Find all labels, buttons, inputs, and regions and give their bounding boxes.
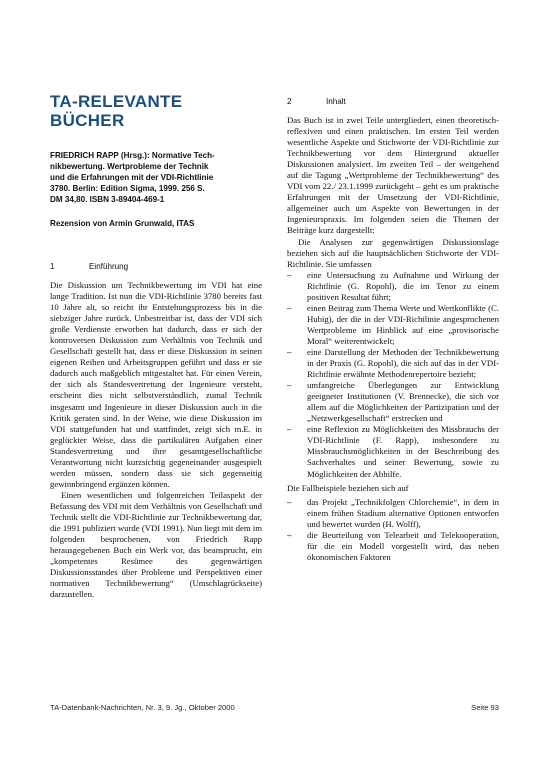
list-item: – die Beurteilung von Telearbeit und Telekooperation, für die ein Modell vorgestellt wird, das neben ökonomischen Faktoren [287,530,499,563]
list-item: – eine Darstellung der Methoden der Technikbewertung in der Praxis (G. Ropohl), die sich auf das in der VDI-Richtlinie erwähnte Methodenrepertoire bezieht; [287,347,499,380]
book-reference-line: nikbewertung. Wertprobleme der Technik [50,162,209,171]
body-paragraph: Das Buch ist in zwei Teile untergliedert, einen theoretisch-reflexiven und einen praktischen. Im ersten Teil werden wesentliche Aspekte und Stichworte der VDI-Richtlinie zur Technikbewertung vor dem Hintergrund aktueller Diskussionen analysiert. Im zweiten Teil – der weitgehend auf die Tagung „Wertprobleme der Technikbewertung“ des VDI vom 22./ 23.1.1999 zurückgeht – geht es um praktische Erfahrungen mit der Umsetzung der VDI-Richtlinie, allgemeiner auch um Aspekte von Bewertungen in der Ingenieurspraxis. Im folgenden seien die Themen der Beiträge kurz dargestellt: [287,115,499,236]
list-item: – das Projekt „Technikfolgen Chlorchemie“, in dem in einem frühen Stadium alternative Optionen entworfen und bewertet wurden (H. Wolff), [287,497,499,530]
book-reference-line: DM 34,80. ISBN 3-89404-469-1 [50,195,165,204]
list-item: – eine Untersuchung zu Aufnahme und Wirkung der Richtlinie (G. Ropohl), die im Tenor zu einem positiven Resultat führt; [287,270,499,303]
right-column [287,96,499,563]
body-paragraph: Die Fallbeispiele beziehen sich auf [287,482,409,493]
book-reference-line: 3780. Berlin: Edition Sigma, 1999. 256 S. [50,184,205,193]
reviewer-line: Rezension von Armin Grunwald, ITAS [50,219,195,228]
book-reference-line: und die Erfahrungen mit der VDI-Richtlinie [50,173,214,182]
body-paragraph: Einen wesentlichen und folgenreichen Teilaspekt der Befassung des VDI mit dem Verhältnis von Gesellschaft und Technik stellt die VDI-Richtlinie zur Technikbewertung dar, die 1991 publiziert wurde (VDI 1991). Nun liegt mit dem im folgenden besprochenen, von Friedrich Rapp herausgegebenen Buch ein Werk vor, das beansprucht, ein „kompetentes Resümee des gegenwärtigen Diskussionsstandes über Probleme und Perspektiven einer normativen Technikbewertung“ (Umschlagrückseite) darzustellen. [50,489,262,600]
section-heading-inhalt [287,96,499,107]
section-title-line-2: BÜCHER [50,111,125,130]
section-number: 1 [50,262,55,271]
list-item: – einen Beitrag zum Thema Werte und Wertkonflikte (C. Hubig), der die in der VDI-Richtlinie angesprochenen Wertprobleme im Hinblick auf eine „provisorische Moral“ weiterentwickelt; [287,303,499,347]
section-heading-einfuehrung [50,261,262,272]
section-title-line-1: TA-RELEVANTE [50,92,183,111]
section-number: 2 [287,97,292,106]
section-heading-text: Inhalt [326,97,346,106]
case-study-list [287,497,499,563]
body-paragraph: Die Diskussion um Technikbewertung im VDI hat eine lange Tradition. Ist nun die VDI-Richtlinie 3780 bereits fast 10 Jahre alt, so reicht ihr Entstehungsprozess bis in die siebziger Jahre zurück. Unbestreitbar ist, dass der VDI sich große Verdienste erworben hat dadurch, dass er sich der kontroversen Diskussion zum Verhältnis von Technik und Gesellschaft gestellt hat, dass er diese Diskussion in seinen eigenen Reihen und Arbeitsgruppen geführt und dass er sie dadurch auch maßgeblich mitgestaltet hat. Für einen Verein, der sich als Standesvertretung der Ingenieure versteht, erscheint dies nicht selbstverständlich, zumal Technik insgesamt und Ingenieure in dieser Diskussion auch in die Kritik geraten sind. In der Weise, wie diese Diskussion im VDI stattgefunden hat und stattfindet, zeigt sich m.E. in geglückter Weise, dass die partikulären Aufgaben einer Standesvertretung und ihre gesamtgesellschaftliche Verantwortung nicht kurzsichtig gegeneinander ausgespielt werden müssen, sondern dass sie sich gegenseitig gewinnbringend ergänzen können. [50,280,262,489]
section-heading-text: Einführung [89,262,129,271]
section-title [50,92,262,130]
footer-page-number: Seite 93 [471,703,499,712]
book-reference [50,150,262,205]
book-reference-line: FRIEDRICH RAPP (Hrsg.): Normative Tech- [50,151,215,160]
body-paragraph: Die Analysen zur gegenwärtigen Diskussionslage beziehen sich auf die hauptsächlichen Stichworte der VDI-Richtlinie. Sie umfassen [287,236,499,269]
list-item: – umfangreiche Überlegungen zur Entwicklung geeigneter Institutionen (V. Brennecke), die sich vor allem auf die Möglichkeiten der Partizipation und der „Netzwerkgesellschaft“ erstrecken und [287,380,499,424]
list-item: – eine Reflexion zu Möglichkeiten des Missbrauchs der VDI-Richtlinie (F. Rapp), insbesondere zu Missbrauchsmöglichkeiten in der Beschreibung des Sachverhaltes und seiner Bewertung, sowie zu Möglichkeiten der Abhilfe. [287,424,499,479]
left-column [50,92,262,600]
topic-list [287,270,499,480]
footer-publication: TA-Datenbank-Nachrichten, Nr. 3, 9. Jg., Oktober 2000 [50,703,235,712]
